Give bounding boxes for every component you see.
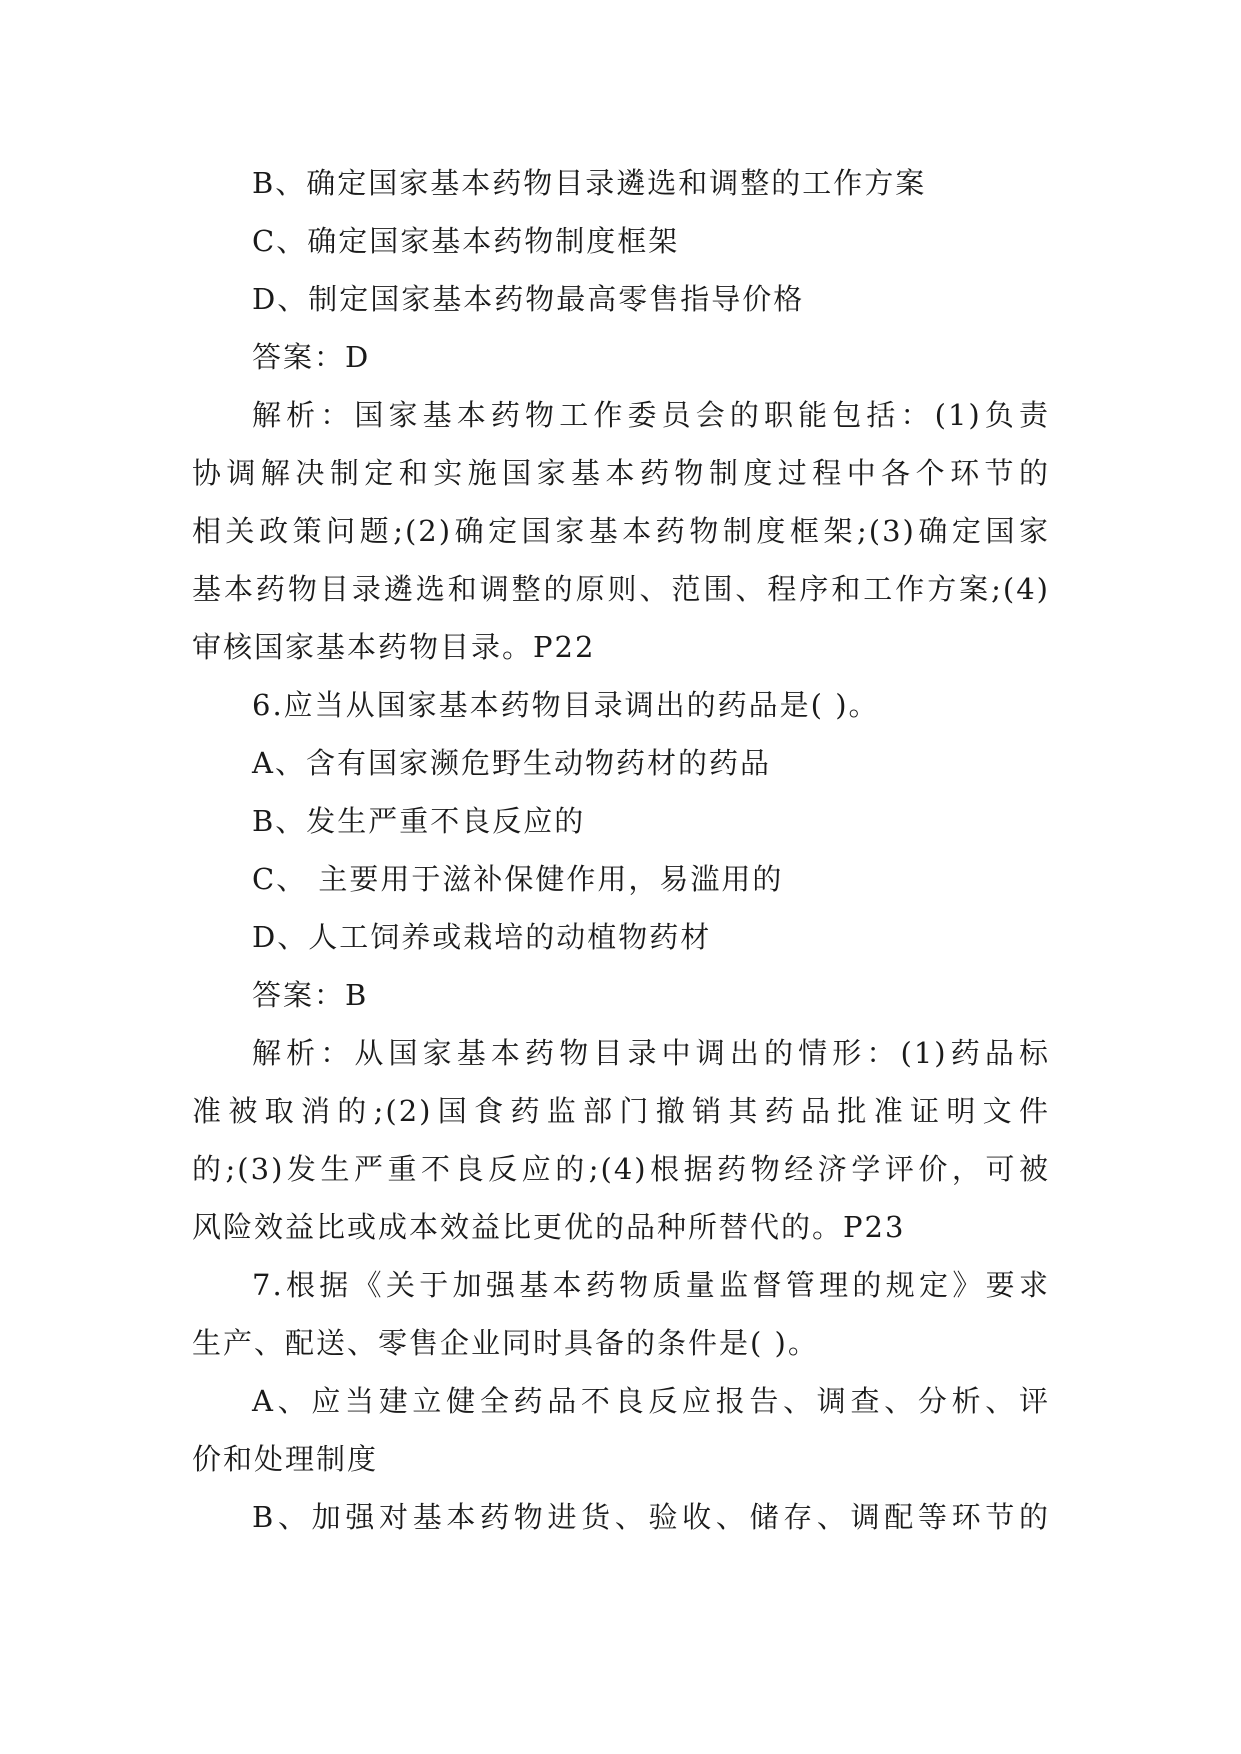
analysis-line: 解析：从国家基本药物目录中调出的情形：(1)药品标 bbox=[252, 1036, 1050, 1070]
option-line: C、 主要用于滋补保健作用，易滥用的 bbox=[252, 862, 784, 896]
text-line: 协调解决制定和实施国家基本药物制度过程中各个环节的 bbox=[192, 456, 1050, 490]
analysis-line: 解析：国家基本药物工作委员会的职能包括：(1)负责 bbox=[252, 398, 1050, 432]
question-line: 6.应当从国家基本药物目录调出的药品是( )。 bbox=[252, 688, 880, 722]
answer-line: 答案：B bbox=[252, 978, 369, 1012]
text-line: 基本药物目录遴选和调整的原则、范围、程序和工作方案;(4) bbox=[192, 572, 1050, 606]
text-line: 的;(3)发生严重不良反应的;(4)根据药物经济学评价，可被 bbox=[192, 1152, 1050, 1186]
option-line: B、发生严重不良反应的 bbox=[252, 804, 586, 838]
text-line: 生产、配送、零售企业同时具备的条件是( )。 bbox=[192, 1326, 819, 1360]
text-line: 准被取消的;(2)国食药监部门撤销其药品批准证明文件 bbox=[192, 1094, 1050, 1128]
text-line: 价和处理制度 bbox=[192, 1442, 379, 1476]
option-line: D、人工饲养或栽培的动植物药材 bbox=[252, 920, 712, 954]
text-line: 相关政策问题;(2)确定国家基本药物制度框架;(3)确定国家 bbox=[192, 514, 1050, 548]
option-line: B、加强对基本药物进货、验收、储存、调配等环节的 bbox=[252, 1500, 1050, 1534]
text-line: 风险效益比或成本效益比更优的品种所替代的。P23 bbox=[192, 1210, 906, 1244]
answer-line: 答案：D bbox=[252, 340, 371, 374]
option-line: A、含有国家濒危野生动物药材的药品 bbox=[252, 746, 771, 780]
document-body bbox=[192, 154, 1050, 1546]
option-line: A、应当建立健全药品不良反应报告、调查、分析、评 bbox=[252, 1384, 1050, 1418]
question-line: 7.根据《关于加强基本药物质量监督管理的规定》要求 bbox=[252, 1268, 1050, 1302]
text-line: B、确定国家基本药物目录遴选和调整的工作方案 bbox=[252, 166, 927, 200]
text-line: 审核国家基本药物目录。P22 bbox=[192, 630, 596, 664]
text-line: C、确定国家基本药物制度框架 bbox=[252, 224, 680, 258]
text-line: D、制定国家基本药物最高零售指导价格 bbox=[252, 282, 805, 316]
